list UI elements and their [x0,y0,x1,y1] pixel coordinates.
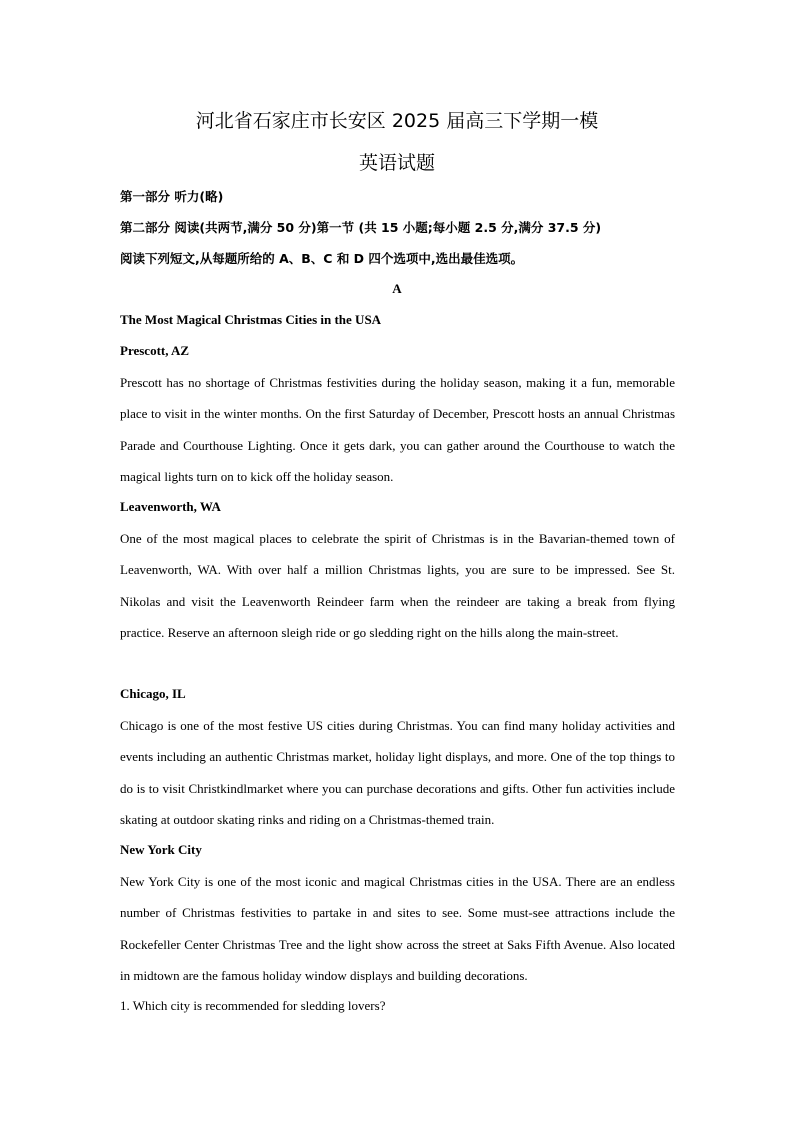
question-1: 1. Which city is recommended for sledding lovers? [120,998,386,1013]
section-heading-new-york: New York City [120,842,202,857]
part2-heading: 第二部分 阅读(共两节,满分 50 分)第一节 (共 15 小题;每小题 2.5 分,满分 37.5 分) [120,220,602,235]
passage-title: The Most Magical Christmas Cities in the USA [120,312,382,327]
section-text-leavenworth: One of the most magical places to celebrate the spirit of Christmas is in the Bavarian-themed town of Leavenworth, WA. With over half a million Christmas lights, you are sure to be impressed. See St. Nikolas and visit the Leavenworth Reindeer farm when the reindeer are taking a break from flying practice. Reserve an afternoon sleigh ride or go sledding right on the hills along the main-street. [120,531,675,640]
section-text-chicago: Chicago is one of the most festive US cities during Christmas. You can find many holiday activities and events including an authentic Christmas market, holiday light displays, and more. One of the top things to do is to visit Christkindlmarket where you can purchase decorations and gifts. Other fun activities include skating at outdoor skating rinks and riding on a Christmas-themed train. [120,718,675,827]
part1-heading: 第一部分 听力(略) [120,189,224,204]
exam-subject: 英语试题 [358,152,435,174]
section-heading-leavenworth: Leavenworth, WA [120,499,221,514]
section-text-new-york: New York City is one of the most iconic and magical Christmas cities in the USA. There are an endless number of Christmas festivities to partake in and sites to see. Some must-see attractions include the Rockefeller Center Christmas Tree and the light show across the street at Saks Fifth Avenue. Also located in midtown are the famous holiday window displays and building decorations. [120,874,675,983]
section-text-prescott: Prescott has no shortage of Christmas festivities during the holiday season, making it a fun, memorable place to visit in the winter months. On the first Saturday of December, Prescott hosts an annual Christmas Parade and Courthouse Lighting. Once it gets dark, you can gather around the Courthouse to watch the magical lights turn on to kick off the holiday season. [120,375,675,484]
exam-title: 河北省石家庄市长安区 2025 届高三下学期一模 [195,110,599,132]
section-heading-prescott: Prescott, AZ [120,343,190,358]
reading-directions: 阅读下列短文,从每题所给的 A、B、C 和 D 四个选项中,选出最佳选项。 [120,251,524,266]
section-heading-chicago: Chicago, IL [120,686,186,701]
passage-label: A [392,281,402,296]
